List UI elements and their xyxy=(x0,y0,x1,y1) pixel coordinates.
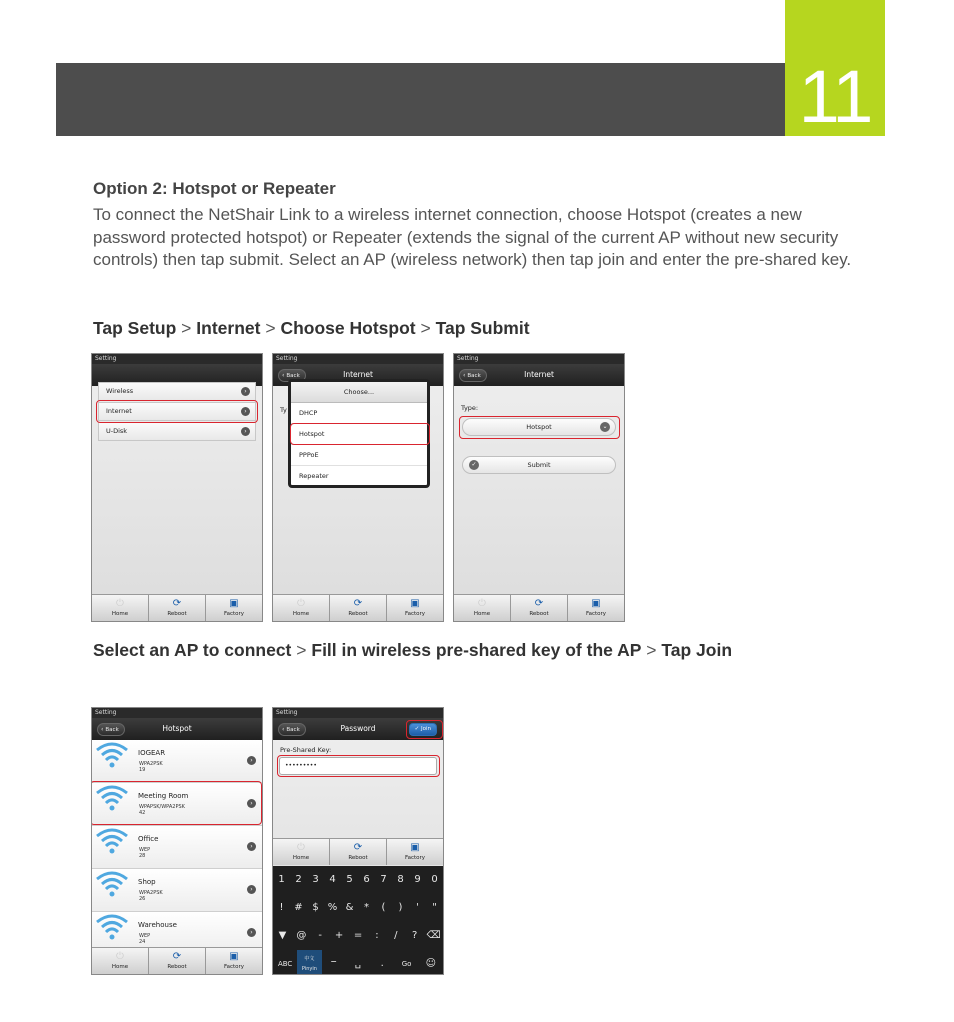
tab-reboot[interactable] xyxy=(148,948,205,974)
tab-factory[interactable] xyxy=(205,595,262,621)
ap-list-item[interactable] xyxy=(92,826,262,869)
tab-reboot[interactable] xyxy=(329,595,386,621)
keyboard-key[interactable]: 1 xyxy=(278,874,285,885)
chevron-right-icon: › xyxy=(247,885,256,894)
tab-factory[interactable] xyxy=(567,595,624,621)
ap-signal: 19 xyxy=(139,767,146,773)
keyboard-key[interactable]: 9 xyxy=(414,874,421,885)
tab-bar xyxy=(454,594,624,621)
psk-input[interactable]: ••••••••• xyxy=(279,757,437,775)
chevron-right-icon: › xyxy=(247,756,256,765)
screen-setting-list xyxy=(91,353,263,622)
ap-signal: 42 xyxy=(139,810,146,816)
tab-label: Factory xyxy=(404,611,426,617)
ap-details xyxy=(139,890,163,902)
ap-security: WPAPSK/WPA2PSK xyxy=(139,804,185,810)
step-1-a: Tap Setup xyxy=(93,318,177,338)
step-2-b: Fill in wireless pre-shared key of the AP xyxy=(311,640,642,660)
header-bar xyxy=(56,63,785,136)
tab-factory[interactable] xyxy=(386,839,443,865)
tab-bar xyxy=(273,838,443,865)
submit-button[interactable] xyxy=(462,456,616,474)
step-1-c: Choose Hotspot xyxy=(280,318,416,338)
keyboard-key[interactable]: ABC xyxy=(277,960,293,968)
page-number-box xyxy=(785,0,885,136)
wifi-icon xyxy=(95,869,129,899)
type-label: Type: xyxy=(461,404,479,412)
keyboard-key[interactable]: # xyxy=(294,902,303,913)
tab-factory[interactable] xyxy=(386,595,443,621)
status-bar: Setting xyxy=(92,708,262,718)
step-separator: > xyxy=(646,640,657,660)
wifi-icon xyxy=(95,912,129,942)
type-select-value: Hotspot xyxy=(526,423,552,431)
list-item-udisk[interactable] xyxy=(98,422,256,441)
back-label: Back xyxy=(286,727,300,733)
keyboard-key[interactable]: + xyxy=(334,930,344,941)
chevron-right-icon: › xyxy=(247,928,256,937)
steps-line-2 xyxy=(93,640,732,661)
keyboard-key[interactable]: 2 xyxy=(295,874,302,885)
back-label: Back xyxy=(467,373,481,379)
screen-internet-type xyxy=(453,353,625,622)
keyboard-key[interactable]: 3 xyxy=(312,874,319,885)
ap-signal: 26 xyxy=(139,896,146,902)
tab-label: Reboot xyxy=(167,611,187,617)
ap-security: WPA2PSK xyxy=(139,890,163,896)
tab-home[interactable] xyxy=(92,948,148,974)
step-1-b: Internet xyxy=(196,318,261,338)
reboot-icon: ⟳ xyxy=(353,842,363,853)
keyboard-key[interactable]: @ xyxy=(296,930,307,941)
steps-line-1 xyxy=(93,318,530,339)
home-icon: ⏻ xyxy=(116,598,124,609)
popup-title: Choose... xyxy=(291,382,427,403)
chevron-left-icon: ‹ xyxy=(463,372,466,379)
home-icon: ⏻ xyxy=(297,842,305,853)
submit-label: Submit xyxy=(527,461,551,469)
highlight-box xyxy=(96,400,258,423)
back-label: Back xyxy=(105,727,119,733)
nav-title: Password xyxy=(340,724,376,733)
tab-label: Reboot xyxy=(167,964,187,970)
keyboard-key[interactable]: & xyxy=(345,902,354,913)
keyboard-key[interactable]: 0 xyxy=(431,874,438,885)
keyboard-key[interactable]: ( xyxy=(381,902,386,913)
section-body: To connect the NetShair Link to a wireless internet connection, choose Hotspot (creates a new password protected hotspot) or Repeater (extends the signal of the current AP without new security controls) then tap submit. Select an AP (wireless network) then tap join and enter the pre-shared key. xyxy=(93,205,852,269)
step-separator: > xyxy=(296,640,307,660)
tab-label: Home xyxy=(111,611,129,617)
chevron-left-icon: ‹ xyxy=(282,372,285,379)
tab-home[interactable] xyxy=(454,595,510,621)
keyboard-key[interactable]: ⌫ xyxy=(426,930,441,941)
keyboard-key[interactable]: ⲻ xyxy=(331,958,337,969)
highlight-box xyxy=(91,781,262,825)
step-2-a: Select an AP to connect xyxy=(93,640,292,660)
option-pppoe[interactable]: PPPoE xyxy=(291,445,427,466)
keyboard-key[interactable]: " xyxy=(432,902,437,913)
factory-icon: ▣ xyxy=(410,598,420,609)
tab-label: Reboot xyxy=(529,611,549,617)
step-separator: > xyxy=(265,318,276,338)
keyboard-key[interactable]: - xyxy=(318,930,323,941)
ap-signal: 28 xyxy=(139,853,146,859)
tab-reboot[interactable] xyxy=(510,595,567,621)
chevron-right-icon: › xyxy=(247,799,256,808)
tab-home[interactable] xyxy=(273,595,329,621)
nav-title: Internet xyxy=(524,370,554,379)
check-icon: ✓ xyxy=(414,726,421,732)
tab-label: Home xyxy=(473,611,491,617)
list-item-label: Internet xyxy=(106,407,132,415)
screen-internet-choose xyxy=(272,353,444,622)
chevron-left-icon: ‹ xyxy=(101,726,104,733)
status-bar: Setting xyxy=(454,354,624,364)
keyboard-key[interactable]: 7 xyxy=(380,874,387,885)
keyboard-key[interactable]: = xyxy=(353,930,363,941)
nav-bar xyxy=(92,718,262,740)
join-label: Join xyxy=(420,726,431,732)
keyboard-key[interactable]: . xyxy=(380,958,384,969)
keyboard-key[interactable]: ☺ xyxy=(425,958,437,969)
tab-bar xyxy=(92,947,262,974)
step-1-d: Tap Submit xyxy=(435,318,530,338)
list-item-wireless[interactable] xyxy=(98,382,256,401)
keyboard-row xyxy=(273,922,443,950)
factory-icon: ▣ xyxy=(229,598,239,609)
factory-icon: ▣ xyxy=(410,842,420,853)
keyboard-key[interactable]: ' xyxy=(416,902,419,913)
ap-list-item[interactable] xyxy=(92,740,262,783)
ap-name: IOGEAR xyxy=(138,749,166,757)
ap-security: WPA2PSK xyxy=(139,761,163,767)
wifi-icon xyxy=(95,826,129,856)
status-bar: Setting xyxy=(92,354,262,364)
tab-label: Home xyxy=(111,964,129,970)
step-separator: > xyxy=(181,318,192,338)
wifi-icon xyxy=(95,740,129,770)
ap-list-item[interactable] xyxy=(92,869,262,912)
status-bar: Setting xyxy=(273,354,443,364)
screen-password xyxy=(272,707,444,975)
highlight-box xyxy=(459,416,620,439)
keyboard-key[interactable]: % xyxy=(327,902,338,913)
reboot-icon: ⟳ xyxy=(353,598,363,609)
tab-label: Factory xyxy=(223,964,245,970)
reboot-icon: ⟳ xyxy=(172,951,182,962)
highlight-box xyxy=(406,720,443,739)
page-number: 11 xyxy=(798,55,872,138)
list-item-label: Wireless xyxy=(106,387,134,395)
chevron-down-icon: ⌄ xyxy=(600,422,610,432)
chevron-right-icon: › xyxy=(241,427,250,436)
keyboard-key[interactable]: $ xyxy=(312,902,319,913)
ap-details xyxy=(139,761,163,773)
home-icon: ⏻ xyxy=(297,598,305,609)
keyboard-row xyxy=(273,894,443,922)
factory-icon: ▣ xyxy=(591,598,601,609)
keyboard-key[interactable]: 6 xyxy=(363,874,370,885)
tab-label: Factory xyxy=(404,855,426,861)
home-icon: ⏻ xyxy=(478,598,486,609)
tab-factory[interactable] xyxy=(205,948,262,974)
soft-keyboard xyxy=(273,866,443,974)
keyboard-key[interactable]: ? xyxy=(412,930,418,941)
option-repeater[interactable]: Repeater xyxy=(299,472,329,480)
tab-label: Reboot xyxy=(348,855,368,861)
keyboard-key[interactable]: 8 xyxy=(397,874,404,885)
tab-home[interactable] xyxy=(92,595,148,621)
keyboard-key[interactable]: 5 xyxy=(346,874,353,885)
chevron-right-icon: › xyxy=(241,407,250,416)
ap-details xyxy=(139,933,150,945)
tab-label: Factory xyxy=(585,611,607,617)
back-label: Back xyxy=(286,373,300,379)
section-title: Option 2: Hotspot or Repeater xyxy=(93,179,336,198)
ap-signal: 24 xyxy=(139,939,146,945)
check-icon: ✓ xyxy=(469,460,479,470)
ap-name: Meeting Room xyxy=(138,792,189,800)
keyboard-row xyxy=(273,950,443,975)
highlight-box xyxy=(290,423,430,445)
screen-hotspot-list xyxy=(91,707,263,975)
keyboard-row xyxy=(273,866,443,894)
ap-name: Shop xyxy=(138,878,156,886)
tab-bar xyxy=(273,594,443,621)
step-separator: > xyxy=(420,318,431,338)
home-icon: ⏻ xyxy=(116,951,124,962)
keyboard-key[interactable]: 4 xyxy=(329,874,336,885)
tab-label: Reboot xyxy=(348,611,368,617)
status-bar: Setting xyxy=(273,708,443,718)
tab-label: Factory xyxy=(223,611,245,617)
keyboard-key[interactable]: ! xyxy=(279,902,284,913)
reboot-icon: ⟳ xyxy=(172,598,182,609)
tab-reboot[interactable] xyxy=(329,839,386,865)
keyboard-key-ime[interactable]: 中文 Pinyin xyxy=(297,950,321,975)
nav-bar xyxy=(454,364,624,386)
option-hotspot[interactable]: Hotspot xyxy=(291,424,427,445)
keyboard-key[interactable]: ) xyxy=(398,902,403,913)
tab-home[interactable] xyxy=(273,839,329,865)
ap-security: WEP xyxy=(139,847,151,853)
tab-bar xyxy=(92,594,262,621)
tab-label: Home xyxy=(292,855,310,861)
keyboard-key[interactable]: : xyxy=(375,930,379,941)
tab-reboot[interactable] xyxy=(148,595,205,621)
step-2-c: Tap Join xyxy=(661,640,733,660)
nav-title: Hotspot xyxy=(162,724,192,733)
psk-label: Pre-Shared Key: xyxy=(280,746,332,754)
ap-security: WEP xyxy=(139,933,151,939)
reboot-icon: ⟳ xyxy=(534,598,544,609)
list-item-label: U-Disk xyxy=(106,427,128,435)
option-dhcp[interactable]: DHCP xyxy=(291,403,427,424)
keyboard-key[interactable]: ▼ xyxy=(278,930,287,941)
ap-name: Warehouse xyxy=(138,921,177,929)
type-label-partial: Ty xyxy=(280,406,287,414)
tab-label: Home xyxy=(292,611,310,617)
ap-details xyxy=(139,847,150,859)
chevron-right-icon: › xyxy=(247,842,256,851)
ap-name: Office xyxy=(138,835,159,843)
highlight-box xyxy=(277,755,440,777)
keyboard-key[interactable]: * xyxy=(364,902,369,913)
keyboard-key[interactable]: ␣ xyxy=(354,958,362,969)
keyboard-key[interactable]: / xyxy=(394,930,398,941)
factory-icon: ▣ xyxy=(229,951,239,962)
nav-title: Internet xyxy=(343,370,373,379)
chevron-left-icon: ‹ xyxy=(282,726,285,733)
keyboard-key[interactable]: Go xyxy=(401,960,412,968)
chevron-right-icon: › xyxy=(241,387,250,396)
